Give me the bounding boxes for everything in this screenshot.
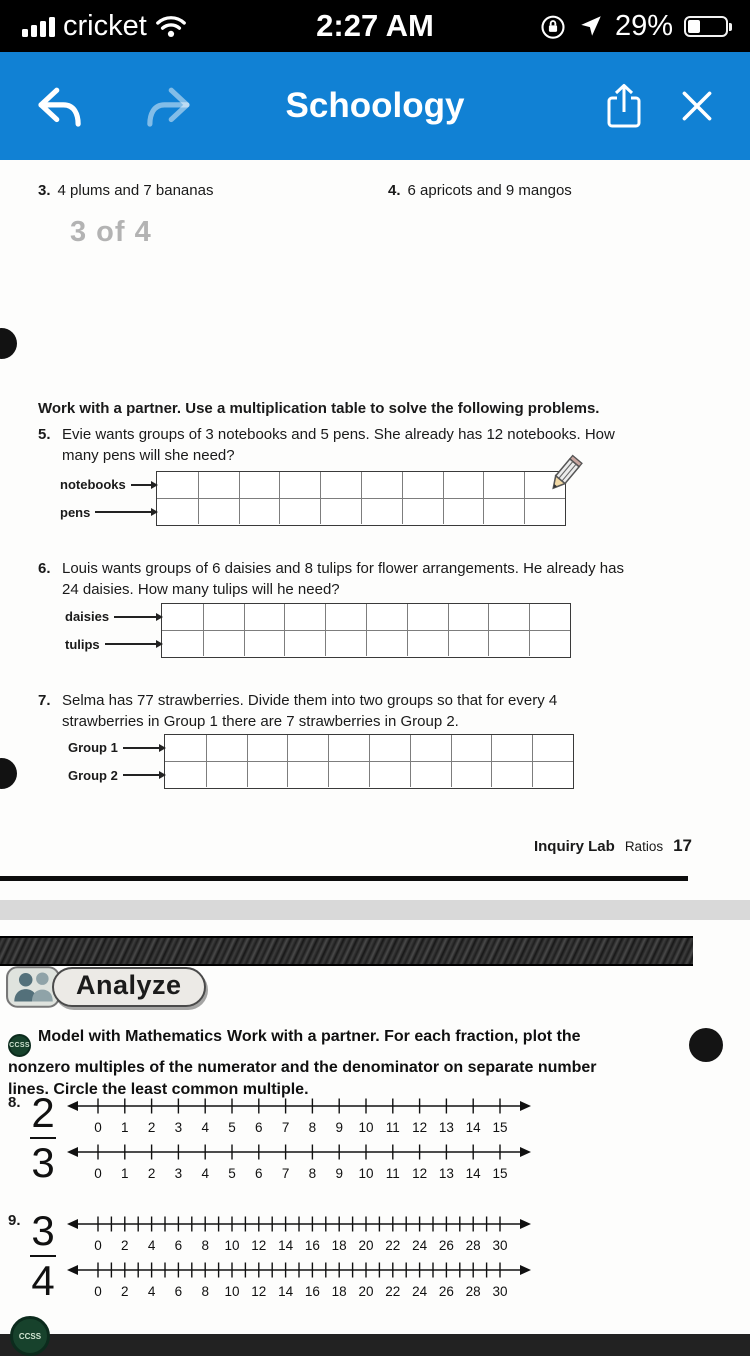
svg-text:9: 9 <box>335 1120 343 1135</box>
table-cell <box>532 735 573 761</box>
svg-text:7: 7 <box>281 1120 290 1135</box>
arrow-icon <box>114 616 157 618</box>
fraction-numerator: 2 <box>31 1088 55 1136</box>
svg-text:0: 0 <box>94 1238 102 1253</box>
svg-text:3: 3 <box>174 1120 183 1135</box>
analyze-title: Analyze <box>52 967 206 1007</box>
problem-number: 3. <box>38 182 51 199</box>
carrier-label: cricket <box>63 9 147 42</box>
table-cell <box>410 735 451 761</box>
table-cell <box>361 472 402 498</box>
table-cell <box>287 761 328 787</box>
svg-text:2: 2 <box>121 1284 129 1299</box>
svg-text:4: 4 <box>201 1120 209 1135</box>
page-indicator: 3 of 4 <box>70 216 152 248</box>
analyze-instruction <box>8 1026 620 1100</box>
instruction-text: Work with a partner. Use a multiplication table to solve the following problems. <box>38 400 600 417</box>
page-footer <box>534 836 692 856</box>
svg-text:22: 22 <box>385 1238 401 1253</box>
hole-punch <box>0 758 17 789</box>
table-cell <box>529 604 570 630</box>
svg-text:4: 4 <box>201 1166 209 1181</box>
svg-text:12: 12 <box>251 1238 267 1253</box>
share-button[interactable] <box>604 82 644 130</box>
problem-number: 5. <box>38 426 51 443</box>
status-bar <box>0 0 750 52</box>
fraction-denominator: 3 <box>31 1139 55 1187</box>
svg-text:12: 12 <box>412 1120 428 1135</box>
svg-text:28: 28 <box>465 1284 481 1299</box>
number-line <box>64 1138 534 1184</box>
svg-text:4: 4 <box>147 1284 156 1299</box>
table-cell <box>203 604 244 630</box>
svg-text:30: 30 <box>492 1284 508 1299</box>
document-viewport[interactable] <box>0 160 750 1341</box>
ratio-table-grid <box>156 471 566 526</box>
ccss-badge-icon: CCSS <box>10 1316 50 1356</box>
table-cell <box>279 472 320 498</box>
table-cell <box>448 630 489 656</box>
fraction-denominator: 4 <box>31 1257 55 1305</box>
table-cell <box>320 472 361 498</box>
problem-text: 6 apricots and 9 mangos <box>407 182 572 199</box>
arrow-icon <box>123 747 160 749</box>
table-cell <box>244 630 285 656</box>
svg-text:20: 20 <box>358 1284 374 1299</box>
table-cell <box>165 735 206 761</box>
svg-text:12: 12 <box>251 1284 267 1299</box>
svg-text:4: 4 <box>147 1238 156 1253</box>
table-cell <box>483 472 524 498</box>
status-time: 2:27 AM <box>316 8 434 43</box>
table-cell <box>491 735 532 761</box>
svg-text:24: 24 <box>412 1238 428 1253</box>
battery-fill <box>688 20 700 33</box>
table-cell <box>198 472 239 498</box>
analyze-header <box>6 966 206 1008</box>
hole-punch <box>689 1028 723 1062</box>
svg-text:10: 10 <box>358 1120 374 1135</box>
problem-4 <box>388 182 572 199</box>
svg-text:13: 13 <box>438 1120 454 1135</box>
table-cell <box>325 630 366 656</box>
table-cell <box>239 472 280 498</box>
problem-text: 4 plums and 7 bananas <box>57 182 214 199</box>
svg-text:2: 2 <box>147 1166 156 1181</box>
row-label: Group 2 <box>68 762 164 790</box>
table-cell <box>488 630 529 656</box>
practice-label: Model with Mathematics <box>38 1028 223 1045</box>
table-cell <box>451 761 492 787</box>
svg-text:26: 26 <box>438 1238 454 1253</box>
svg-text:14: 14 <box>278 1238 294 1253</box>
table-cell <box>203 630 244 656</box>
problem-6-text <box>38 558 642 601</box>
ratio-table-grid <box>164 734 574 789</box>
problem-text: Louis wants groups of 6 daisies and 8 tulips for flower arrangements. He already has 24 daisies. How many tulips will he need? <box>62 560 624 599</box>
table-cell <box>483 498 524 524</box>
table-cell <box>451 735 492 761</box>
footer-page-number: 17 <box>673 836 692 855</box>
svg-text:6: 6 <box>174 1238 183 1253</box>
section-header-band <box>0 936 693 966</box>
row-label: daisies <box>65 603 161 631</box>
problem-3 <box>38 182 213 199</box>
table-cell <box>320 498 361 524</box>
ratio-table-grid <box>161 603 571 658</box>
svg-text:14: 14 <box>465 1120 481 1135</box>
table-cell <box>206 761 247 787</box>
svg-text:6: 6 <box>174 1284 183 1299</box>
problem-5-table <box>60 471 566 526</box>
svg-text:14: 14 <box>278 1284 294 1299</box>
app-title: Schoology <box>285 86 465 125</box>
svg-text:13: 13 <box>438 1166 454 1181</box>
table-cell <box>157 472 198 498</box>
footer-lab-label: Inquiry Lab <box>533 838 615 855</box>
wifi-icon <box>155 14 187 38</box>
table-cell <box>402 472 443 498</box>
svg-text:11: 11 <box>385 1166 400 1181</box>
fraction <box>30 1088 56 1187</box>
table-cell <box>284 604 325 630</box>
svg-text:12: 12 <box>412 1166 428 1181</box>
svg-text:2: 2 <box>147 1120 156 1135</box>
svg-text:14: 14 <box>465 1166 481 1181</box>
table-cell <box>328 735 369 761</box>
svg-text:9: 9 <box>335 1166 343 1181</box>
battery-nub <box>729 23 733 31</box>
table-cell <box>162 604 203 630</box>
ccss-badge-icon: CCSS <box>8 1034 31 1057</box>
table-cell <box>361 498 402 524</box>
svg-text:15: 15 <box>492 1166 508 1181</box>
row-label: Group 1 <box>68 734 164 762</box>
row-label: notebooks <box>60 471 156 499</box>
svg-text:22: 22 <box>385 1284 401 1299</box>
svg-text:8: 8 <box>201 1238 209 1253</box>
svg-text:10: 10 <box>358 1166 374 1181</box>
svg-text:0: 0 <box>94 1284 102 1299</box>
table-cell <box>532 761 573 787</box>
table-cell <box>325 604 366 630</box>
problem-9 <box>8 1206 534 1305</box>
table-cell <box>366 604 407 630</box>
svg-text:1: 1 <box>121 1120 129 1135</box>
svg-text:18: 18 <box>331 1284 347 1299</box>
browser-toolbar <box>0 52 750 160</box>
problem-number: 6. <box>38 560 51 577</box>
problem-text: Evie wants groups of 3 notebooks and 5 pens. She already has 12 notebooks. How many pens will she need? <box>62 426 615 465</box>
back-button[interactable] <box>32 79 86 133</box>
table-cell <box>198 498 239 524</box>
arrow-icon <box>105 643 157 645</box>
table-cell <box>206 735 247 761</box>
svg-text:8: 8 <box>201 1284 209 1299</box>
svg-text:11: 11 <box>385 1120 400 1135</box>
svg-text:28: 28 <box>465 1238 481 1253</box>
svg-text:6: 6 <box>255 1166 263 1181</box>
svg-text:5: 5 <box>228 1166 236 1181</box>
arrow-icon <box>95 511 152 513</box>
svg-text:26: 26 <box>438 1284 454 1299</box>
table-cell <box>244 604 285 630</box>
svg-text:8: 8 <box>308 1120 317 1135</box>
problem-6-table <box>65 603 571 658</box>
number-line <box>64 1210 534 1256</box>
cellular-signal-icon <box>22 16 55 37</box>
svg-text:7: 7 <box>281 1166 290 1181</box>
number-line <box>64 1256 534 1302</box>
svg-text:20: 20 <box>358 1238 374 1253</box>
battery-icon <box>684 16 728 37</box>
row-label: pens <box>60 499 156 527</box>
table-cell <box>284 630 325 656</box>
svg-text:16: 16 <box>304 1238 320 1253</box>
problem-number: 7. <box>38 692 51 709</box>
problem-7-text <box>38 690 592 733</box>
svg-text:0: 0 <box>94 1166 102 1181</box>
page-edge-line <box>0 876 688 881</box>
table-cell <box>162 630 203 656</box>
table-cell <box>369 735 410 761</box>
table-cell <box>369 761 410 787</box>
forward-button[interactable] <box>142 79 196 133</box>
svg-text:18: 18 <box>331 1238 347 1253</box>
table-cell <box>491 761 532 787</box>
svg-text:5: 5 <box>228 1120 236 1135</box>
table-cell <box>328 761 369 787</box>
svg-text:16: 16 <box>304 1284 320 1299</box>
svg-text:2: 2 <box>121 1238 129 1253</box>
svg-text:10: 10 <box>224 1284 240 1299</box>
svg-text:10: 10 <box>224 1238 240 1253</box>
page-gap <box>0 900 750 920</box>
close-icon <box>676 85 718 127</box>
svg-text:24: 24 <box>412 1284 428 1299</box>
problem-number: 4. <box>388 182 401 199</box>
problem-text: Selma has 77 strawberries. Divide them into two groups so that for every 4 strawberries in Group 1 there are 7 strawberries in Group 2. <box>62 692 558 731</box>
table-cell <box>443 498 484 524</box>
table-cell <box>529 630 570 656</box>
table-cell <box>443 472 484 498</box>
close-button[interactable] <box>676 85 718 127</box>
number-line <box>64 1092 534 1138</box>
svg-text:1: 1 <box>121 1166 129 1181</box>
analyze-instruction-text: Work with a partner. For each fraction, plot the nonzero multiples of the numerator and the denominator on separate number lines. Circle the least common multiple. <box>8 1028 597 1098</box>
problem-7-table <box>68 734 574 789</box>
table-cell <box>448 604 489 630</box>
svg-text:15: 15 <box>492 1120 508 1135</box>
problem-5-text <box>38 424 617 467</box>
table-cell <box>279 498 320 524</box>
table-cell <box>488 604 529 630</box>
svg-text:0: 0 <box>94 1120 102 1135</box>
problem-number: 8. <box>8 1094 21 1111</box>
svg-text:6: 6 <box>255 1120 263 1135</box>
problem-number: 9. <box>8 1212 21 1229</box>
fraction <box>30 1206 56 1305</box>
forward-arrow-icon <box>142 79 196 133</box>
table-cell <box>239 498 280 524</box>
share-icon <box>604 82 644 130</box>
problem-8 <box>8 1088 534 1187</box>
table-cell <box>287 735 328 761</box>
table-cell <box>157 498 198 524</box>
battery-percent-label: 29% <box>614 9 673 42</box>
back-arrow-icon <box>32 79 86 133</box>
rotation-lock-icon <box>539 12 567 40</box>
location-arrow-icon <box>578 13 604 39</box>
table-cell <box>165 761 206 787</box>
pencil-icon <box>543 453 587 497</box>
hole-punch <box>0 328 17 359</box>
fraction-numerator: 3 <box>31 1206 55 1254</box>
table-cell <box>247 761 288 787</box>
arrow-icon <box>131 484 152 486</box>
svg-text:8: 8 <box>308 1166 317 1181</box>
table-cell <box>524 498 565 524</box>
table-cell <box>410 761 451 787</box>
table-cell <box>366 630 407 656</box>
table-cell <box>407 630 448 656</box>
svg-text:30: 30 <box>492 1238 508 1253</box>
footer-section-label: Ratios <box>624 839 664 854</box>
table-cell <box>407 604 448 630</box>
table-cell <box>247 735 288 761</box>
svg-text:3: 3 <box>174 1166 183 1181</box>
row-label: tulips <box>65 631 161 659</box>
arrow-icon <box>123 774 160 776</box>
table-cell <box>402 498 443 524</box>
